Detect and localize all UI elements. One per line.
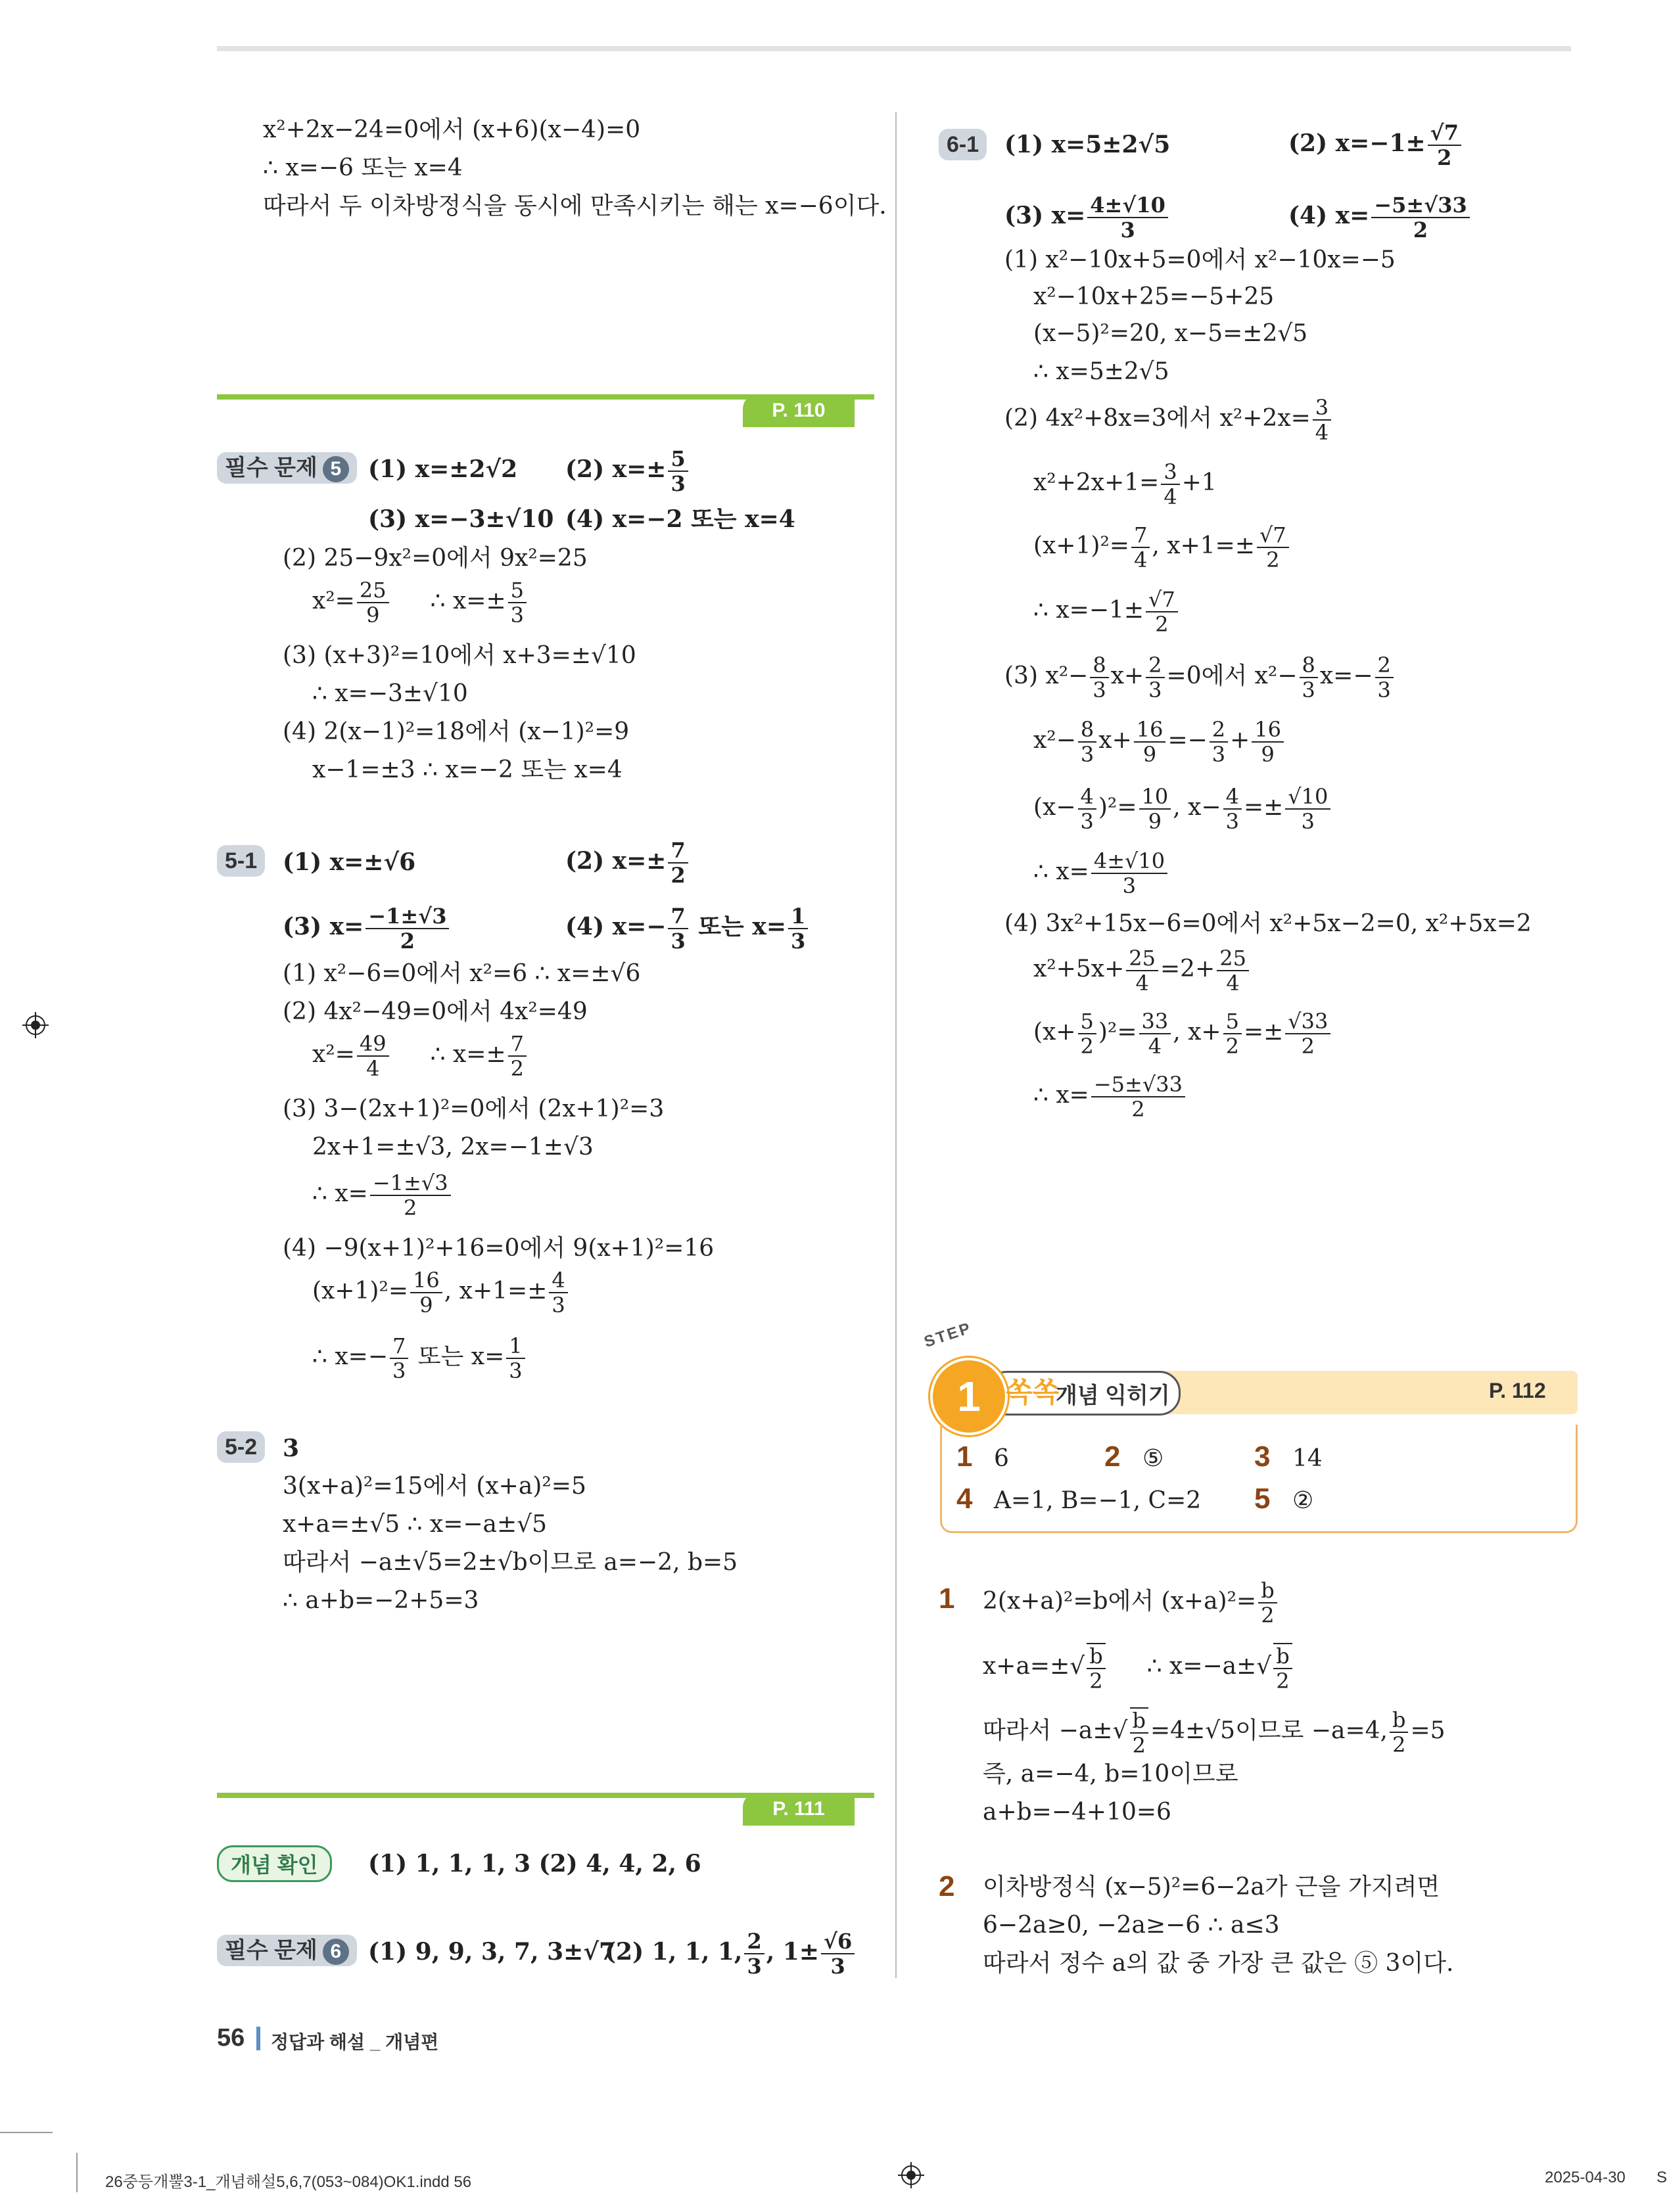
p61-sol-3: (x−5)²=20, x−5=±2√5: [1033, 320, 1308, 347]
p5-answer-4: (4) x=−2 또는 x=4: [565, 505, 795, 533]
p52-sol-4: ∴ a+b=−2+5=3: [283, 1587, 479, 1614]
problem-tag-6-1: 6-1: [939, 129, 987, 160]
p5-sol-4: ∴ x=−3±√10: [312, 680, 468, 707]
p51-sol-6: ∴ x= $\frac{-1\pm√3}{2}$: [312, 1171, 453, 1220]
problem-number-badge: 5: [323, 456, 349, 482]
top-line-1: x²+2x−24=0에서 (x+6)(x−4)=0: [263, 116, 641, 143]
page-tab-111: P. 111: [743, 1793, 855, 1826]
footer-divider: [256, 2027, 260, 2050]
p61-sol-1: (1) x²−10x+5=0에서 x²−10x=−5: [1004, 246, 1396, 273]
p61-sol-6: x²+2x+1= $\frac{3}{4}$ +1: [1033, 459, 1217, 509]
problem-tag-5-1: 5-1: [217, 845, 265, 877]
p52-sol-1: 3(x+a)²=15에서 (x+a)²=5: [283, 1473, 586, 1500]
p61-answer-2: (2) x=−1± $\frac{√7}{2}$: [1288, 121, 1463, 170]
problem-tag-5: [217, 452, 357, 484]
p51-sol-7: (4) −9(x+1)²+16=0에서 9(x+1)²=16: [283, 1235, 715, 1262]
p61-answer-1: (1) x=5±2√5: [1004, 131, 1171, 158]
problem-tag-6: [217, 1935, 357, 1966]
p61-sol-11: (x− $\frac{4}{3}$ )²= $\frac{10}{9}$ , x− $\frac{4}{3}$ =± $\frac{√10}{3}$: [1033, 785, 1332, 833]
print-line-left: [0, 2132, 53, 2133]
question-2-number: 2: [939, 1870, 955, 1902]
p5-sol-1: (2) 25−9x²=0에서 9x²=25: [283, 545, 588, 572]
p52-answer: 3: [283, 1435, 300, 1462]
concept-check-answer: (1) 1, 1, 1, 3 (2) 4, 4, 2, 6: [368, 1850, 701, 1878]
answer-num-1: 1: [956, 1440, 973, 1473]
footer-file-name: 26중등개뿔3-1_개념해설5,6,7(053~084)OK1.indd 56: [105, 2173, 472, 2191]
p51-sol-1: (1) x²−6=0에서 x²=6 ∴ x=±√6: [283, 960, 641, 987]
answer-val-2: ⑤: [1142, 1445, 1164, 1472]
q2-sol-1: 이차방정식 (x−5)²=6−2a가 근을 가지려면: [983, 1874, 1440, 1901]
p61-sol-4: ∴ x=5±2√5: [1033, 358, 1169, 385]
answer-num-4: 4: [956, 1483, 973, 1515]
print-line-vert: [76, 2153, 78, 2192]
p61-sol-14: x²+5x+ $\frac{25}{4}$ =2+ $\frac{25}{4}$: [1033, 946, 1251, 995]
footer-corner: S: [1657, 2169, 1668, 2186]
problem-number-badge-6: 6: [323, 1939, 349, 1965]
q2-sol-3: 따라서 정수 a의 값 중 가장 큰 값은 ⑤ 3이다.: [983, 1950, 1454, 1977]
q2-sol-2: 6−2a≥0, −2a≥−6 ∴ a≤3: [983, 1912, 1280, 1939]
p51-answer-4: (4) x=− $\frac{7}{3}$ 또는 x= $\frac{1}{3}$: [565, 904, 810, 953]
p61-sol-8: ∴ x=−1± $\frac{√7}{2}$: [1033, 588, 1180, 636]
top-line-2: ∴ x=−6 또는 x=4: [263, 154, 463, 181]
answer-num-3: 3: [1254, 1440, 1271, 1473]
p61-sol-16: ∴ x= $\frac{-5\pm√33}{2}$: [1033, 1072, 1187, 1121]
answer-val-5: ②: [1292, 1487, 1314, 1514]
concept-check-tag: 개념 확인: [217, 1845, 332, 1882]
step-label: STEP: [922, 1319, 974, 1351]
q1-sol-5: a+b=−4+10=6: [983, 1799, 1171, 1826]
p51-answer-3: (3) x= $\frac{-1\pm√3}{2}$: [283, 904, 451, 953]
q1-sol-4: 즉, a=−4, b=10이므로: [983, 1761, 1238, 1787]
p61-answer-3: (3) x= $\frac{4\pm√10}{3}$: [1004, 193, 1170, 242]
p61-sol-15: (x+ $\frac{5}{2}$ )²= $\frac{33}{4}$ , x+ $\frac{5}{2}$ =± $\frac{√33}{2}$: [1033, 1009, 1332, 1058]
top-rule: [217, 46, 1571, 51]
p5-answer-1: (1) x=±2√2: [368, 455, 518, 483]
registration-mark-left-icon: [22, 1012, 49, 1038]
p6-answer-2: (2) 1, 1, 1, $\frac{2}{3}$ , 1± $\frac{√6}{3}$: [605, 1929, 857, 1978]
p5-sol-2: x²= $\frac{25}{9}$ ∴ x=± $\frac{5}{3}$: [312, 578, 529, 627]
answer-val-1: 6: [994, 1445, 1009, 1472]
p61-sol-5: (2) 4x²+8x=3에서 x²+2x= $\frac{3}{4}$: [1004, 396, 1333, 444]
step-title: 개념 익히기: [1056, 1383, 1170, 1408]
p51-answer-2: (2) x=± $\frac{7}{2}$: [565, 839, 690, 887]
footer-date: 2025-04-30: [1545, 2169, 1626, 2186]
p51-answer-1: (1) x=±√6: [283, 848, 416, 876]
page-number: 56: [217, 2024, 245, 2052]
answer-val-3: 14: [1292, 1445, 1323, 1472]
p5-sol-5: (4) 2(x−1)²=18에서 (x−1)²=9: [283, 718, 630, 745]
p61-answer-4: (4) x= $\frac{-5\pm√33}{2}$: [1288, 193, 1472, 242]
p5-answer-2: (2) x=± $\frac{5}{3}$: [565, 447, 690, 495]
p61-sol-2: x²−10x+25=−5+25: [1033, 283, 1275, 310]
p5-answer-3: (3) x=−3±√10: [368, 505, 554, 533]
footer-section: 정답과 해설 _ 개념편: [271, 2032, 439, 2052]
p51-sol-9: ∴ x=− $\frac{7}{3}$ 또는 x= $\frac{1}{3}$: [312, 1334, 527, 1383]
problem-tag-label-6: 필수 문제: [225, 1938, 317, 1963]
column-divider: [895, 112, 897, 1978]
p61-sol-10: x²− $\frac{8}{3}$ x+ $\frac{16}{9}$ =− $\frac{2}{3}$ + $\frac{16}{9}$: [1033, 718, 1286, 766]
q1-sol-2: x+a=±√ $\frac{b}{2}$ ∴ x=−a±√ $\frac{b}{2}$: [983, 1643, 1294, 1693]
p52-sol-2: x+a=±√5 ∴ x=−a±√5: [283, 1511, 547, 1538]
step-title-accent: 쏙쏙: [1006, 1377, 1060, 1408]
p5-sol-6: x−1=±3 ∴ x=−2 또는 x=4: [312, 756, 623, 783]
q1-sol-3: 따라서 −a±√ $\frac{b}{2}$ =4±√5이므로 −a=4, $\frac{b}{2}$ =5: [983, 1707, 1446, 1758]
p61-sol-7: (x+1)²= $\frac{7}{4}$ , x+1=± $\frac{√7}{2}$: [1033, 523, 1291, 572]
step-page-ref: P. 112: [1489, 1379, 1546, 1402]
p52-sol-3: 따라서 −a±√5=2±√b이므로 a=−2, b=5: [283, 1549, 738, 1576]
p6-answer-1: (1) 9, 9, 3, 7, 3±√7: [368, 1938, 616, 1966]
p51-sol-5: 2x+1=±√3, 2x=−1±√3: [312, 1134, 594, 1161]
answer-num-5: 5: [1254, 1483, 1271, 1515]
p51-sol-8: (x+1)²= $\frac{16}{9}$ , x+1=± $\frac{4}{3}$: [312, 1268, 570, 1317]
q1-sol-1: 2(x+a)²=b에서 (x+a)²= $\frac{b}{2}$: [983, 1578, 1279, 1627]
p5-sol-3: (3) (x+3)²=10에서 x+3=±√10: [283, 642, 636, 669]
p61-sol-9: (3) x²− $\frac{8}{3}$ x+ $\frac{2}{3}$ =0에서 x²− $\frac{8}{3}$ x=− $\frac{2}{3}$: [1004, 653, 1396, 702]
p61-sol-12: ∴ x= $\frac{4\pm√10}{3}$: [1033, 849, 1169, 898]
problem-tag-label: 필수 문제: [225, 455, 317, 480]
p61-sol-13: (4) 3x²+15x−6=0에서 x²+5x−2=0, x²+5x=2: [1004, 910, 1532, 937]
page-tab-110: P. 110: [743, 394, 855, 427]
answer-val-4: A=1, B=−1, C=2: [994, 1487, 1202, 1514]
step-number-badge: 1: [930, 1358, 1008, 1435]
question-1-number: 1: [939, 1582, 955, 1615]
p51-sol-2: (2) 4x²−49=0에서 4x²=49: [283, 998, 588, 1025]
answer-num-2: 2: [1104, 1440, 1121, 1473]
problem-tag-5-2: 5-2: [217, 1431, 265, 1463]
p51-sol-3: x²= $\frac{49}{4}$ ∴ x=± $\frac{7}{2}$: [312, 1032, 529, 1080]
top-line-3: 따라서 두 이차방정식을 동시에 만족시키는 해는 x=−6이다.: [263, 193, 887, 219]
registration-mark-icon: [898, 2162, 924, 2188]
p51-sol-4: (3) 3−(2x+1)²=0에서 (2x+1)²=3: [283, 1095, 665, 1122]
